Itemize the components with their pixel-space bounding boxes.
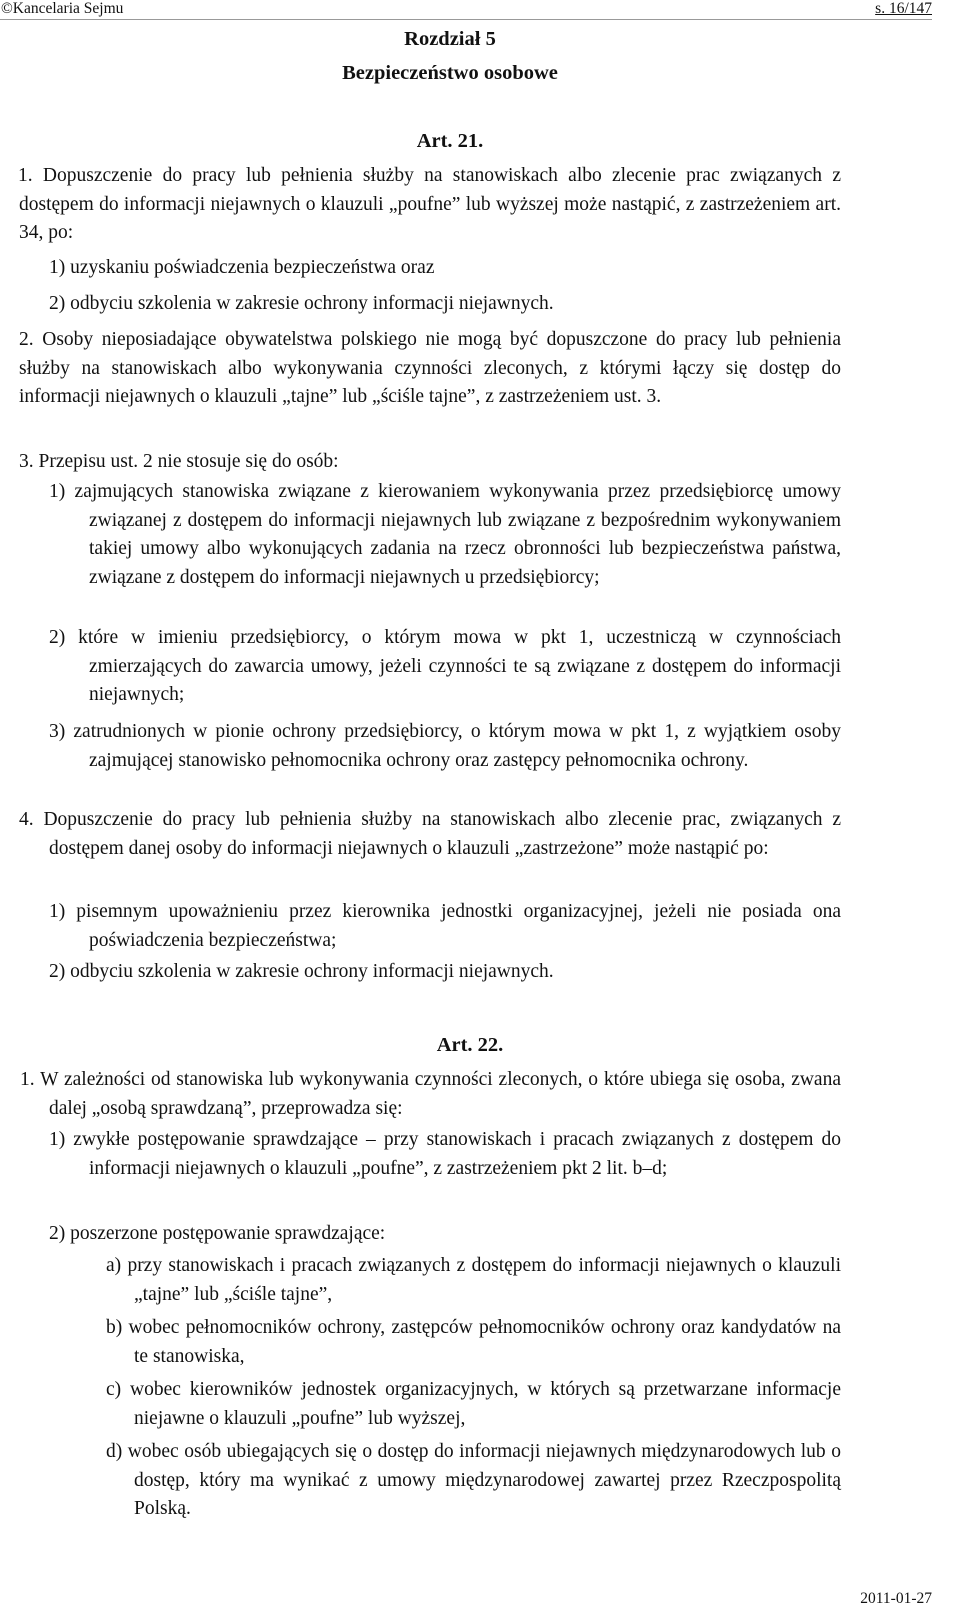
art21-p3-item-3: 3) zatrudnionych w pionie ochrony przedsiębiorcy, o którym mowa w pkt 1, z wyjątkiem osoby zajmującej stanowisko pełnomocnika ochrony oraz zastępcy pełnomocnika ochrony. [49,721,841,771]
art21-p1: 1. Dopuszczenie do pracy lub pełnienia służby na stanowiskach albo zlecenie prac związanych z dostępem do informacji niejawnych o klauzuli „poufne” lub wyższej może nastąpić, z zastrzeżeniem art. 34, po: [18,165,841,244]
art22-heading: Art. 22. [436,1034,504,1056]
header-source: ©Kancelaria Sejmu [1,0,124,17]
art21-p3: 3. Przepisu ust. 2 nie stosuje się do osób: [19,451,339,472]
art21-p3-item-2: 2) które w imieniu przedsiębiorcy, o którym mowa w pkt 1, uczestniczą w czynnościach zmierzających do zawarcia umowy, jeżeli czynności te są związane z dostępem do informacji niejawnych; [49,627,841,706]
art21-p4: 4. Dopuszczenie do pracy lub pełnienia służby na stanowiskach albo zlecenie prac, związanych z dostępem danej osoby do informacji niejawnych o klauzuli „zastrzeżone” może nastąpić po: [19,809,841,859]
art21-p3-item-1: 1) zajmujących stanowiska związane z kierowaniem wykonywania przez przedsiębiorcę umowy związanej z dostępem do informacji niejawnych lub związane z bezpośrednim wykonywaniem takiej umowy albo wykonujących zadania na rzecz obronności lub bezpieczeństwa państwa, związane z dostępem do informacji niejawnych u przedsiębiorcy; [49,481,841,588]
header-page-number[interactable]: s. 16/147 [875,0,932,17]
art22-item-2: 2) poszerzone postępowanie sprawdzające: [49,1223,386,1244]
art21-p4-item-1: 1) pisemnym upoważnieniu przez kierownika jednostki organizacyjnej, jeżeli nie posiada ona poświadczenia bezpieczeństwa; [49,901,841,951]
art22-subitem-c: c) wobec kierowników jednostek organizacyjnych, w których są przetwarzane informacje niejawne o klauzuli „poufne” lub wyższej, [106,1379,841,1429]
art22-item-1: 1) zwykłe postępowanie sprawdzające – przy stanowiskach i pracach związanych z dostępem do informacji niejawnych o klauzuli „poufne”, z zastrzeżeniem pkt 2 lit. b–d; [49,1129,841,1179]
art22-p1: 1. W zależności od stanowiska lub wykonywania czynności zleconych, o które ubiega się osoba, zwana dalej „osobą sprawdzaną”, przeprowadza się: [20,1069,841,1119]
art21-p4-item-2: 2) odbyciu szkolenia w zakresie ochrony informacji niejawnych. [49,961,554,982]
art21-heading: Art. 21. [416,130,484,152]
art21-p2: 2. Osoby nieposiadające obywatelstwa polskiego nie mogą być dopuszczone do pracy lub pełnienia służby na stanowiskach albo wykonywania czynności zleconych, z którymi łączy się dostęp do informacji niejawnych o klauzuli „tajne” lub „ściśle tajne”, z zastrzeżeniem ust. 3. [19,329,841,408]
art21-p1-item-1: 1) uzyskaniu poświadczenia bezpieczeństwa oraz [49,257,435,278]
footer-date: 2011-01-27 [860,1590,932,1607]
header-divider [0,19,932,20]
art22-subitem-b: b) wobec pełnomocników ochrony, zastępców pełnomocników ochrony oraz kandydatów na te stanowiska, [106,1317,841,1367]
art22-subitem-a: a) przy stanowiskach i pracach związanych z dostępem do informacji niejawnych o klauzuli „tajne” lub „ściśle tajne”, [106,1255,841,1305]
art22-subitem-d: d) wobec osób ubiegających się o dostęp do informacji niejawnych międzynarodowych lub o dostęp, który ma wynikać z umowy międzynarodowej zawartej przez Rzeczpospolitą Polską. [106,1441,841,1520]
art21-p1-item-2: 2) odbyciu szkolenia w zakresie ochrony informacji niejawnych. [49,293,554,314]
chapter-number: Rozdział 5 [404,28,496,50]
chapter-title: Bezpieczeństwo osobowe [342,62,558,84]
